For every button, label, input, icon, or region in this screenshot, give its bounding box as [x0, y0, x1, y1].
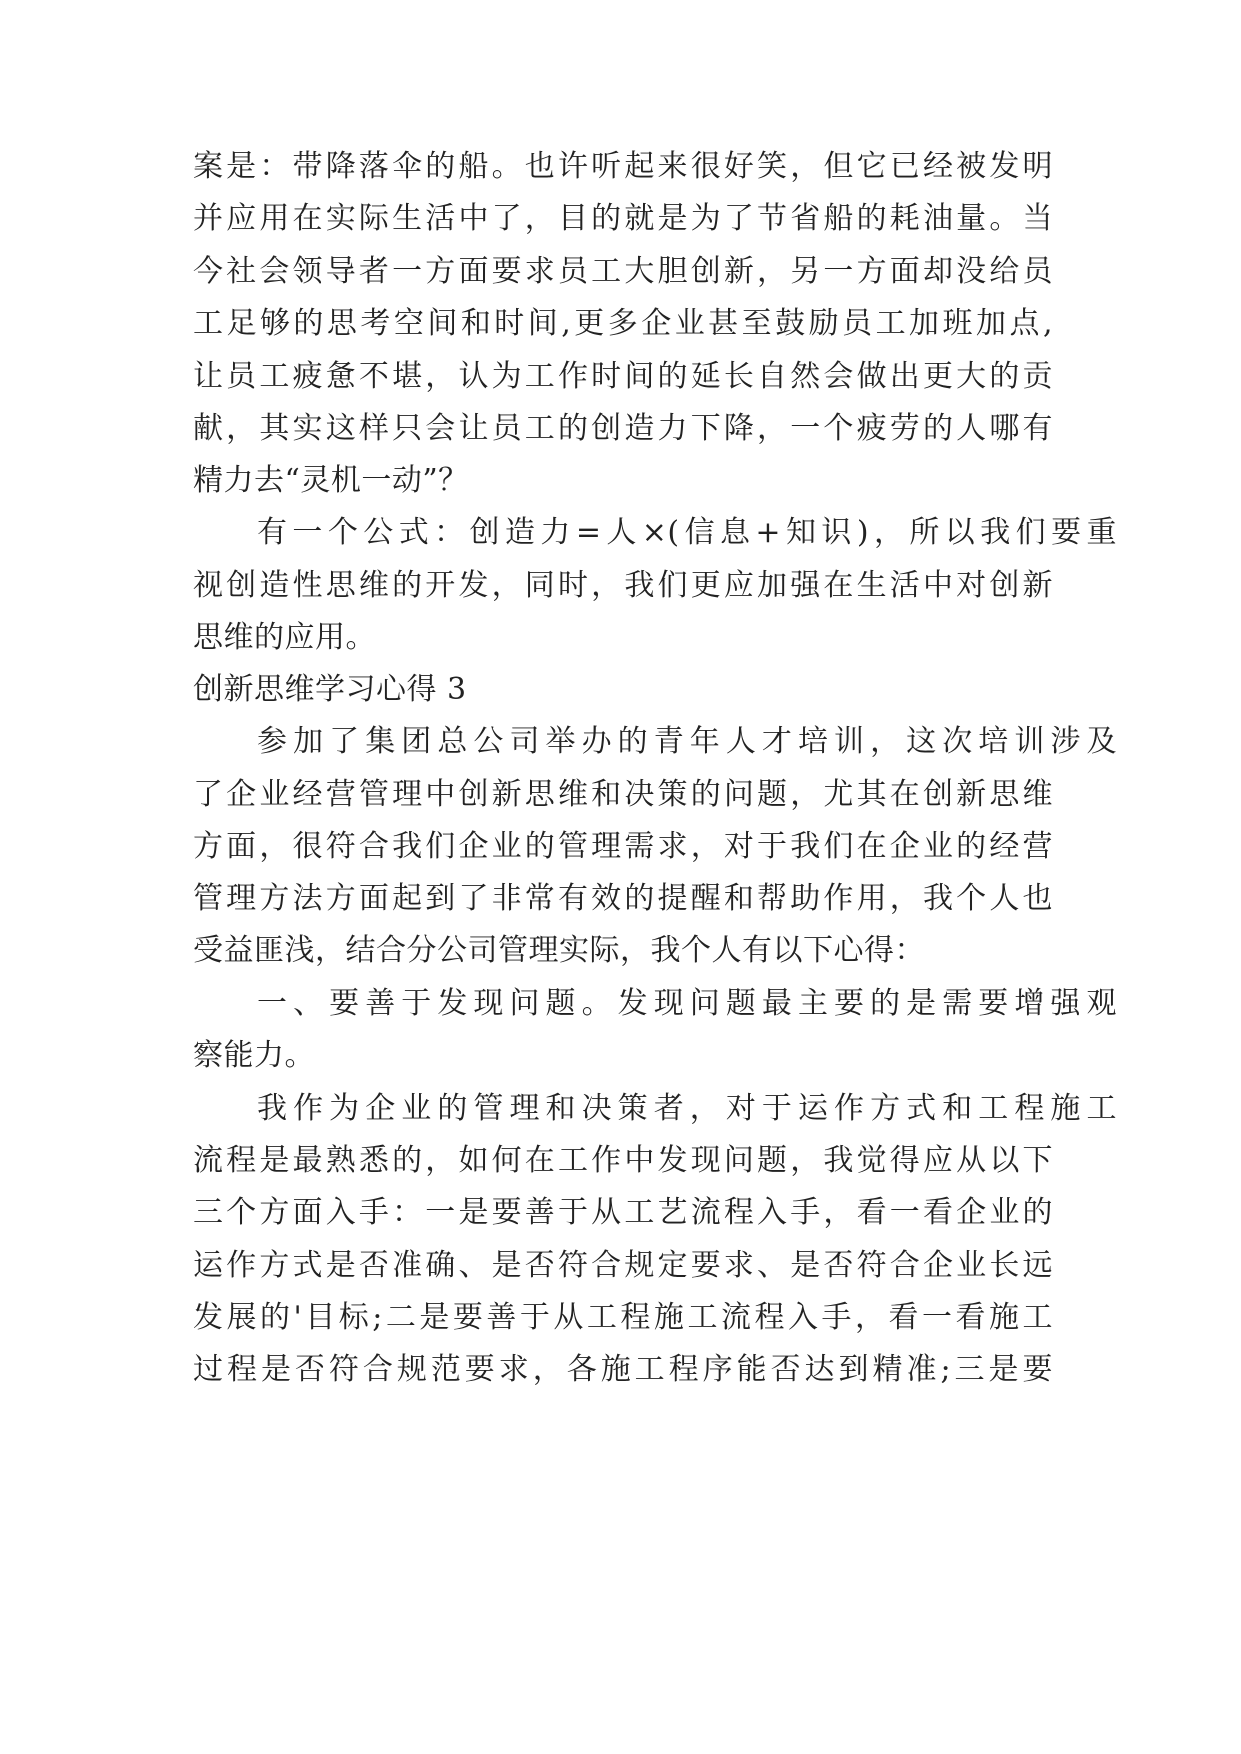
text-line: 运作方式是否准确、是否符合规定要求、是否符合企业长远: [193, 1248, 1053, 1283]
paragraph-first-line: 有一个公式：创造力=人×(信息+知识)，所以我们要重: [257, 515, 1117, 550]
text-line: 献，其实这样只会让员工的创造力下降，一个疲劳的人哪有: [193, 411, 1053, 446]
text-line: 今社会领导者一方面要求员工大胆创新，另一方面却没给员: [193, 254, 1053, 289]
text-line: 流程是最熟悉的，如何在工作中发现问题，我觉得应从以下: [193, 1143, 1053, 1178]
section-heading: 创新思维学习心得 3: [193, 672, 467, 707]
text-line: 方面，很符合我们企业的管理需求，对于我们在企业的经营: [193, 829, 1053, 864]
text-line: 精力去“灵机一动”？: [193, 463, 469, 498]
text-line: 案是：带降落伞的船。也许听起来很好笑，但它已经被发明: [193, 149, 1053, 184]
text-line: 让员工疲惫不堪，认为工作时间的延长自然会做出更大的贡: [193, 359, 1053, 394]
text-line: 察能力。: [193, 1038, 315, 1073]
paragraph-first-line: 我作为企业的管理和决策者，对于运作方式和工程施工: [257, 1091, 1117, 1126]
text-line: 工足够的思考空间和时间,更多企业甚至鼓励员工加班加点,: [193, 306, 1053, 341]
text-line: 了企业经营管理中创新思维和决策的问题，尤其在创新思维: [193, 777, 1053, 812]
paragraph-first-line: 参加了集团总公司举办的青年人才培训，这次培训涉及: [257, 724, 1117, 759]
text-line: 并应用在实际生活中了，目的就是为了节省船的耗油量。当: [193, 201, 1053, 236]
text-line: 发展的'目标;二是要善于从工程施工流程入手，看一看施工: [193, 1300, 1053, 1335]
text-line: 三个方面入手：一是要善于从工艺流程入手，看一看企业的: [193, 1195, 1053, 1230]
paragraph-first-line: 一、要善于发现问题。发现问题最主要的是需要增强观: [257, 986, 1117, 1021]
text-line: 视创造性思维的开发，同时，我们更应加强在生活中对创新: [193, 568, 1053, 603]
text-line: 过程是否符合规范要求，各施工程序能否达到精准;三是要: [193, 1352, 1053, 1387]
text-line: 受益匪浅，结合分公司管理实际，我个人有以下心得：: [193, 933, 925, 968]
text-line: 管理方法方面起到了非常有效的提醒和帮助作用，我个人也: [193, 881, 1053, 916]
text-line: 思维的应用。: [193, 620, 376, 655]
